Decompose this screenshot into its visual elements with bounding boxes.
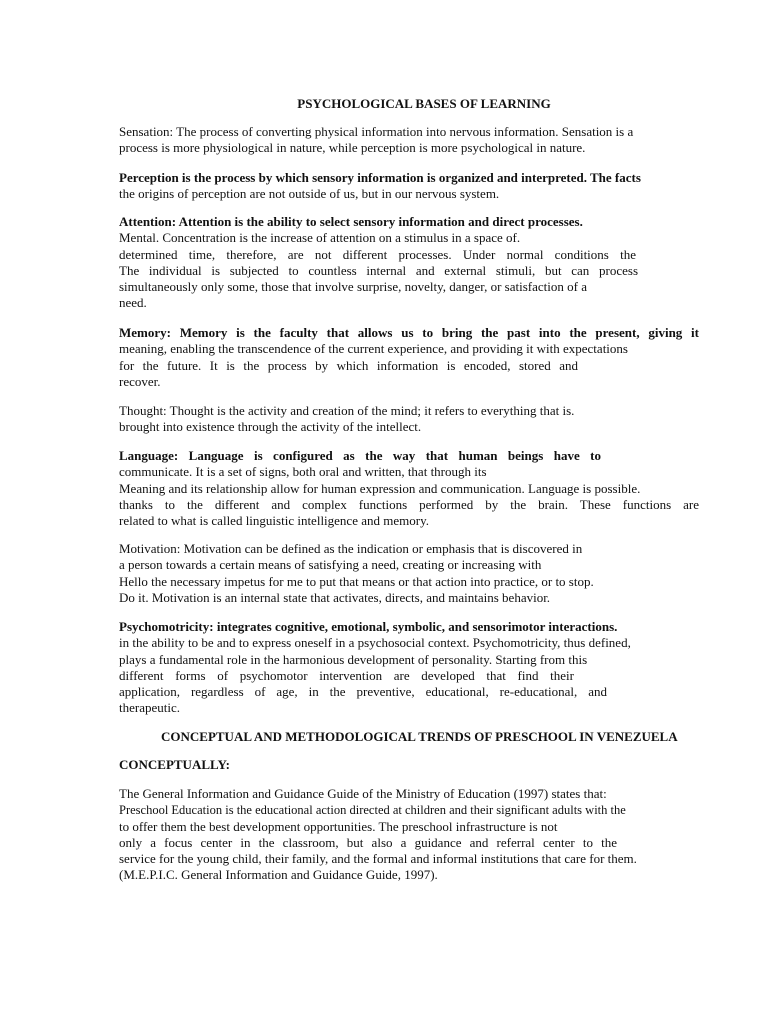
- section-subtitle: CONCEPTUALLY:: [119, 757, 231, 772]
- paragraph-line: the origins of perception are not outside of us, but in our nervous system.: [119, 186, 500, 202]
- paragraph-line: Preschool Education is the educational action directed at children and their significant adults with the: [119, 803, 626, 818]
- paragraph-line: for the future. It is the process by which information is encoded, stored and: [119, 357, 578, 373]
- paragraph-motivation: [119, 541, 699, 606]
- paragraph-line: application, regardless of age, in the preventive, educational, re-educational, and: [119, 684, 607, 700]
- paragraph-line: in the ability to be and to express oneself in a psychosocial context. Psychomotricity, thus defined,: [119, 635, 631, 651]
- paragraph-lead-line: Psychomotricity: integrates cognitive, emotional, symbolic, and sensorimotor interactions.: [119, 619, 618, 634]
- paragraph-line: The General Information and Guidance Guide of the Ministry of Education (1997) states that:: [119, 786, 607, 801]
- paragraph-line: recover.: [119, 373, 161, 389]
- paragraph-line: to offer them the best development opportunities. The preschool infrastructure is not: [119, 818, 558, 834]
- paragraph-line: Do it. Motivation is an internal state that activates, directs, and maintains behavior.: [119, 589, 551, 605]
- page-title: PSYCHOLOGICAL BASES OF LEARNING: [297, 96, 551, 111]
- paragraph-psychomotricity: [119, 619, 699, 717]
- paragraph-line: only a focus center in the classroom, but also a guidance and referral center to the: [119, 834, 617, 850]
- paragraph-language: [119, 448, 699, 529]
- paragraph-line: different forms of psychomotor intervention are developed that find their: [119, 667, 574, 683]
- paragraph-line: therapeutic.: [119, 700, 180, 716]
- paragraph-line: related to what is called linguistic intelligence and memory.: [119, 513, 429, 529]
- paragraph-memory: [119, 325, 699, 390]
- paragraph-attention: [119, 214, 699, 312]
- paragraph-line: Hello the necessary impetus for me to put that means or that action into practice, or to stop.: [119, 573, 594, 589]
- paragraph-line: simultaneously only some, those that involve surprise, novelty, danger, or satisfaction of a: [119, 279, 587, 295]
- paragraph-line: Motivation: Motivation can be defined as the indication or emphasis that is discovered in: [119, 541, 583, 556]
- paragraph-lead-line: Memory: Memory is the faculty that allows us to bring the past into the present, giving it: [119, 325, 699, 340]
- paragraph-perception: [119, 170, 699, 203]
- paragraph-line: meaning, enabling the transcendence of the current experience, and providing it with expectations: [119, 341, 628, 357]
- paragraph-line: thanks to the different and complex functions performed by the brain. These functions are: [119, 496, 699, 512]
- paragraph-conceptually: [119, 786, 699, 884]
- paragraph-line: need.: [119, 295, 147, 311]
- paragraph-line: Mental. Concentration is the increase of attention on a stimulus in a space of.: [119, 230, 521, 246]
- section-title: CONCEPTUAL AND METHODOLOGICAL TRENDS OF PRESCHOOL IN VENEZUELA: [161, 729, 678, 744]
- paragraph-sensation: [119, 124, 699, 157]
- paragraph-line: brought into existence through the activity of the intellect.: [119, 419, 422, 435]
- paragraph-line: Meaning and its relationship allow for human expression and communication. Language is possible.: [119, 480, 641, 496]
- paragraph-line: service for the young child, their family, and the formal and informal institutions that care for them.: [119, 851, 637, 867]
- paragraph-line: (M.E.P.I.C. General Information and Guidance Guide, 1997).: [119, 867, 438, 883]
- paragraph-lead-line: Attention: Attention is the ability to select sensory information and direct processes.: [119, 214, 583, 229]
- paragraph-line: determined time, therefore, are not different processes. Under normal conditions the: [119, 246, 636, 262]
- paragraph-thought: [119, 403, 699, 436]
- paragraph-line: The individual is subjected to countless internal and external stimuli, but can process: [119, 262, 638, 278]
- paragraph-line: Sensation: The process of converting physical information into nervous information. Sensation is a: [119, 124, 634, 139]
- paragraph-line: Thought: Thought is the activity and creation of the mind; it refers to everything that is.: [119, 403, 575, 418]
- paragraph-line: process is more physiological in nature, while perception is more psychological in nature.: [119, 140, 586, 156]
- paragraph-line: plays a fundamental role in the harmonious development of personality. Starting from this: [119, 651, 588, 667]
- paragraph-lead-line: Language: Language is configured as the way that human beings have to: [119, 448, 601, 463]
- paragraph-line: communicate. It is a set of signs, both oral and written, that through its: [119, 464, 487, 480]
- paragraph-lead-line: Perception is the process by which sensory information is organized and interpreted. The facts: [119, 170, 641, 185]
- paragraph-line: a person towards a certain means of satisfying a need, creating or increasing with: [119, 557, 542, 573]
